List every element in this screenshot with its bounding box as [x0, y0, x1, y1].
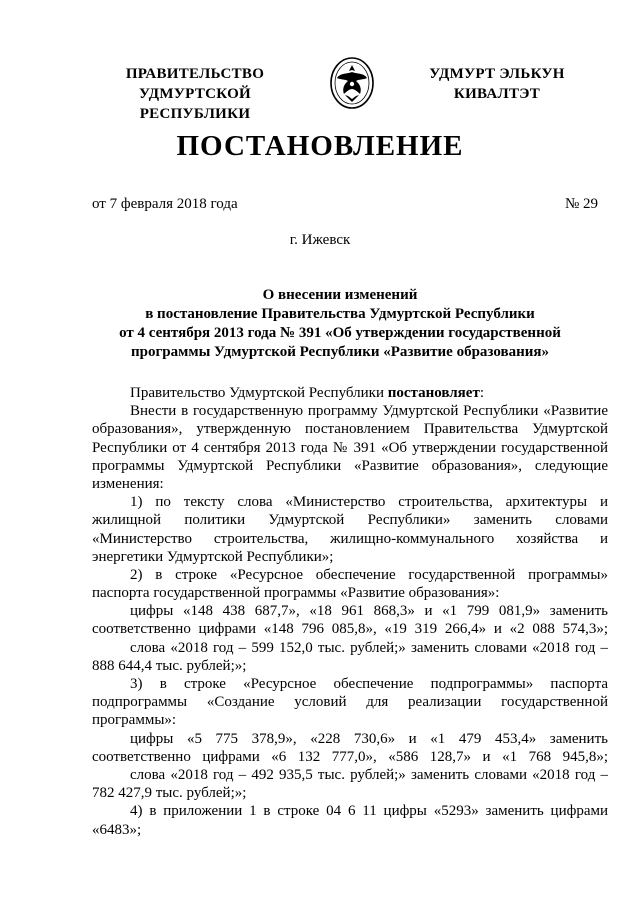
body-line: цифры «5 775 378,9», «228 730,6» и «1 479 453,4» заменить — [130, 730, 608, 747]
intro-bold: постановляет — [387, 385, 480, 401]
body-line: «Министерство строительства, жилищно-коммунального хозяйства и — [92, 530, 608, 547]
subject-line: в постановление Правительства Удмуртской Республики — [145, 306, 535, 322]
body-line: образования», утвержденную постановлением Правительства Удмуртской — [92, 421, 608, 438]
body-line: 888 644,4 тыс. рублей;»; — [92, 657, 247, 674]
header-left-line1: ПРАВИТЕЛЬСТВО — [125, 66, 265, 82]
document-date: от 7 февраля 2018 года — [92, 196, 238, 212]
body-line: жилищной политики Удмуртской Республики» заменить словами — [92, 512, 608, 529]
document-subject — [100, 286, 580, 362]
header-right — [422, 64, 572, 104]
document-city: г. Ижевск — [289, 232, 351, 248]
body-line: «6483»; — [92, 821, 142, 838]
coat-of-arms-icon — [328, 56, 376, 110]
body-line: 3) в строке «Ресурсное обеспечение подпрограммы» паспорта — [130, 676, 608, 692]
body-line: соответственно цифрами «6 132 777,0», «586 128,7» и «1 768 945,8»; — [92, 748, 608, 765]
body-line: 2) в строке «Ресурсное обеспечение государственной программы» — [130, 566, 608, 583]
body-line: 782 427,9 тыс. рублей;»; — [92, 785, 247, 802]
body-line: Внести в государственную программу Удмуртской Республики «Развитие — [130, 403, 608, 420]
body-line: соответственно цифрами «148 796 085,8», «19 319 266,4» и «2 088 574,3»; — [92, 621, 608, 638]
body-line: программы»: — [92, 712, 177, 729]
intro-line — [92, 384, 608, 402]
body-line: слова «2018 год – 492 935,5 тыс. рублей;» заменить словами «2018 год – — [130, 766, 608, 783]
body-line: Республики от 4 сентября 2013 года № 391 «Об утверждении государственной — [92, 439, 608, 456]
intro-colon: : — [479, 385, 484, 401]
document-number: № 29 — [565, 196, 599, 212]
intro-text: Правительство Удмуртской Республики — [130, 385, 388, 401]
header-right-line1: УДМУРТ ЭЛЬКУН — [429, 66, 565, 82]
body-line: цифры «148 438 687,7», «18 961 868,3» и «1 799 081,9» заменить — [130, 603, 608, 620]
header-left — [85, 64, 305, 124]
document-body — [92, 384, 608, 839]
body-line: подпрограммы «Создание условий для реализации государственной — [92, 694, 608, 711]
body-line: паспорта государственной программы «Развитие образования»: — [92, 585, 500, 602]
header-right-line2: КИВАЛТЭТ — [453, 86, 541, 102]
subject-line: О внесении изменений — [262, 287, 418, 303]
body-line: 1) по тексту слова «Министерство строительства, архитектуры и — [130, 494, 608, 511]
document-title: ПОСТАНОВЛЕНИЕ — [176, 130, 464, 162]
body-line: изменения: — [92, 475, 164, 492]
subject-line: программы Удмуртской Республики «Развитие образования» — [131, 344, 549, 360]
body-line: программы Удмуртской Республики «Развитие образования», следующие — [92, 457, 608, 474]
subject-line: от 4 сентября 2013 года № 391 «Об утверждении государственной — [119, 325, 561, 341]
body-line: слова «2018 год – 599 152,0 тыс. рублей;» заменить словами «2018 год – — [130, 639, 608, 656]
body-line: энергетики Удмуртской Республики»; — [92, 548, 334, 565]
body-line: 4) в приложении 1 в строке 04 6 11 цифры «5293» заменить цифрами — [130, 803, 608, 820]
header-left-line2: УДМУРТСКОЙ РЕСПУБЛИКИ — [139, 86, 251, 122]
